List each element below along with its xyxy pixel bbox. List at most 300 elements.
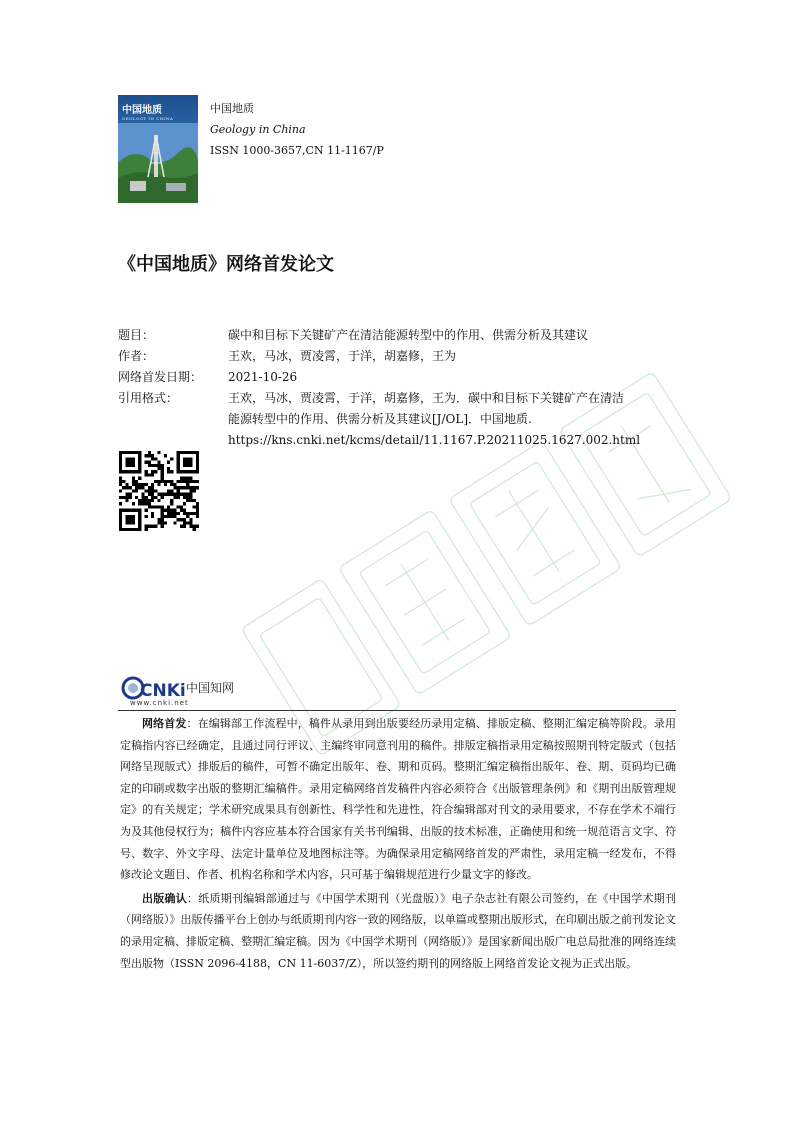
qr-module xyxy=(196,467,199,470)
qr-module xyxy=(145,515,148,518)
qr-module xyxy=(135,489,138,492)
qr-module xyxy=(189,480,192,483)
qr-module xyxy=(193,486,196,489)
qr-module xyxy=(132,464,135,467)
qr-module xyxy=(161,512,164,515)
qr-module xyxy=(129,461,132,464)
qr-module xyxy=(122,470,125,473)
qr-module xyxy=(161,477,164,480)
qr-module xyxy=(193,470,196,473)
qr-module xyxy=(167,467,170,470)
qr-module xyxy=(119,496,122,499)
qr-module xyxy=(164,483,167,486)
qr-module xyxy=(186,464,189,467)
qr-module xyxy=(151,457,154,460)
qr-module xyxy=(167,505,170,508)
qr-module xyxy=(167,493,170,496)
qr-module xyxy=(189,496,192,499)
divider xyxy=(118,710,676,711)
notice-label-confirmation: 出版确认 xyxy=(142,891,187,905)
qr-module xyxy=(183,477,186,480)
qr-module xyxy=(173,483,176,486)
qr-module xyxy=(132,509,135,512)
qr-module xyxy=(173,512,176,515)
qr-module xyxy=(125,470,128,473)
qr-module xyxy=(119,451,122,454)
qr-module xyxy=(196,502,199,505)
qr-module xyxy=(177,493,180,496)
qr-module xyxy=(157,480,160,483)
qr-module xyxy=(119,457,122,460)
qr-module xyxy=(167,470,170,473)
page-title: 《中国地质》网络首发论文 xyxy=(118,254,334,275)
qr-module xyxy=(193,489,196,492)
qr-module xyxy=(161,505,164,508)
qr-module xyxy=(189,512,192,515)
qr-module xyxy=(167,512,170,515)
notice-paragraph-confirmation xyxy=(120,888,676,974)
qr-module xyxy=(183,509,186,512)
qr-module xyxy=(132,461,135,464)
qr-module xyxy=(164,493,167,496)
cite-label: 引用格式： xyxy=(118,391,179,405)
qr-module xyxy=(125,457,128,460)
qr-module xyxy=(161,509,164,512)
qr-module xyxy=(138,521,141,524)
qr-module xyxy=(135,496,138,499)
qr-module xyxy=(193,525,196,528)
qr-module xyxy=(177,464,180,467)
cover-illustration xyxy=(118,123,198,203)
qr-module xyxy=(180,486,183,489)
info-title-row xyxy=(118,325,678,346)
qr-module xyxy=(177,518,180,521)
qr-module xyxy=(145,502,148,505)
qr-module xyxy=(189,499,192,502)
qr-module xyxy=(196,515,199,518)
qr-module xyxy=(119,509,122,512)
qr-module xyxy=(125,461,128,464)
qr-module xyxy=(157,461,160,464)
qr-module xyxy=(196,457,199,460)
qr-module xyxy=(177,486,180,489)
qr-module xyxy=(189,493,192,496)
qr-module xyxy=(161,480,164,483)
qr-module xyxy=(138,461,141,464)
qr-module xyxy=(138,483,141,486)
qr-module xyxy=(196,486,199,489)
qr-module xyxy=(122,496,125,499)
qr-module xyxy=(138,525,141,528)
qr-module xyxy=(189,521,192,524)
qr-module xyxy=(119,502,122,505)
qr-module xyxy=(129,521,132,524)
qr-module xyxy=(183,512,186,515)
qr-module xyxy=(189,489,192,492)
qr-module xyxy=(177,467,180,470)
qr-module xyxy=(138,509,141,512)
qr-module xyxy=(148,464,151,467)
qr-module xyxy=(164,454,167,457)
qr-module xyxy=(135,451,138,454)
qr-module xyxy=(125,451,128,454)
qr-module xyxy=(148,499,151,502)
qr-module xyxy=(141,499,144,502)
qr-module xyxy=(177,451,180,454)
qr-module xyxy=(119,525,122,528)
qr-module xyxy=(129,486,132,489)
qr-module xyxy=(196,470,199,473)
qr-module xyxy=(189,525,192,528)
info-authors-row xyxy=(118,346,678,367)
qr-module xyxy=(186,451,189,454)
qr-module xyxy=(189,470,192,473)
qr-module xyxy=(151,525,154,528)
qr-module xyxy=(167,509,170,512)
qr-module xyxy=(145,470,148,473)
qr-module xyxy=(177,496,180,499)
qr-module xyxy=(196,509,199,512)
journal-name-cn: 中国地质 xyxy=(210,102,254,115)
qr-module xyxy=(177,454,180,457)
qr-module xyxy=(148,454,151,457)
qr-module xyxy=(151,515,154,518)
qr-module xyxy=(177,489,180,492)
qr-module xyxy=(132,477,135,480)
qr-module xyxy=(138,502,141,505)
qr-module xyxy=(145,489,148,492)
citation xyxy=(228,388,678,451)
qr-module xyxy=(183,457,186,460)
qr-module xyxy=(132,470,135,473)
qr-module xyxy=(177,512,180,515)
journal-issn: ISSN 1000-3657,CN 11-1167/P xyxy=(210,144,384,157)
qr-module xyxy=(183,518,186,521)
article-authors: 王欢，马冰，贾凌霄，于洋，胡嘉修，王为 xyxy=(228,349,457,363)
qr-module xyxy=(186,461,189,464)
info-date-row xyxy=(118,367,678,388)
qr-module xyxy=(125,518,128,521)
qr-module xyxy=(151,470,154,473)
qr-module xyxy=(189,518,192,521)
qr-module xyxy=(148,461,151,464)
notice-label-online-first: 网络首发 xyxy=(142,717,187,730)
qr-module xyxy=(189,486,192,489)
cnki-logo-url: www.cnki.net xyxy=(130,699,189,707)
qr-module xyxy=(196,454,199,457)
qr-module xyxy=(157,505,160,508)
qr-module xyxy=(161,467,164,470)
qr-module xyxy=(135,483,138,486)
qr-module xyxy=(125,493,128,496)
qr-module xyxy=(148,489,151,492)
qr-module xyxy=(151,499,154,502)
qr-module xyxy=(180,451,183,454)
qr-module xyxy=(132,521,135,524)
qr-module xyxy=(132,489,135,492)
qr-module xyxy=(157,499,160,502)
qr-module xyxy=(189,451,192,454)
qr-module xyxy=(148,493,151,496)
qr-module xyxy=(129,496,132,499)
qr-module xyxy=(186,470,189,473)
qr-module xyxy=(180,470,183,473)
qr-module xyxy=(129,457,132,460)
qr-module xyxy=(125,496,128,499)
qr-module xyxy=(157,493,160,496)
qr-module xyxy=(151,486,154,489)
qr-module xyxy=(125,509,128,512)
qr-module xyxy=(177,461,180,464)
qr-module xyxy=(151,493,154,496)
qr-module xyxy=(161,515,164,518)
qr-module xyxy=(177,480,180,483)
qr-module xyxy=(138,518,141,521)
qr-module xyxy=(148,473,151,476)
qr-module xyxy=(154,464,157,467)
qr-module xyxy=(151,464,154,467)
citation-line-1: 王欢，马冰，贾凌霄，于洋，胡嘉修，王为．碳中和目标下关键矿产在清洁 xyxy=(228,391,625,405)
qr-module xyxy=(193,499,196,502)
qr-module xyxy=(148,505,151,508)
qr-module xyxy=(161,473,164,476)
qr-module xyxy=(119,483,122,486)
article-info xyxy=(118,325,678,451)
cover-title: 中国地质 xyxy=(122,105,162,116)
qr-module xyxy=(196,464,199,467)
qr-module xyxy=(122,480,125,483)
qr-module xyxy=(161,470,164,473)
publish-date: 2021-10-26 xyxy=(228,370,298,384)
qr-module xyxy=(145,473,148,476)
qr-module xyxy=(132,502,135,505)
qr-module xyxy=(196,461,199,464)
qr-module xyxy=(186,483,189,486)
qr-module xyxy=(119,518,122,521)
qr-module xyxy=(145,496,148,499)
qr-module xyxy=(122,509,125,512)
qr-module xyxy=(183,451,186,454)
qr-module xyxy=(125,464,128,467)
qr-module xyxy=(189,477,192,480)
qr-module xyxy=(180,518,183,521)
qr-module xyxy=(170,493,173,496)
qr-module xyxy=(167,515,170,518)
qr-module xyxy=(161,496,164,499)
qr-module xyxy=(196,480,199,483)
qr-module xyxy=(145,461,148,464)
qr-module xyxy=(138,515,141,518)
qr-module xyxy=(180,493,183,496)
qr-module xyxy=(183,480,186,483)
cnki-logo-cn: 中国知网 xyxy=(186,681,235,695)
qr-module xyxy=(138,470,141,473)
qr-module xyxy=(154,480,157,483)
qr-module xyxy=(138,486,141,489)
qr-module xyxy=(119,470,122,473)
qr-module xyxy=(180,505,183,508)
qr-module xyxy=(125,486,128,489)
qr-module xyxy=(157,483,160,486)
qr-module xyxy=(145,528,148,531)
qr-module xyxy=(132,483,135,486)
qr-module xyxy=(151,512,154,515)
qr-module xyxy=(173,509,176,512)
qr-module xyxy=(141,493,144,496)
qr-module xyxy=(186,499,189,502)
qr-module xyxy=(145,525,148,528)
qr-module xyxy=(129,509,132,512)
qr-code[interactable] xyxy=(119,451,199,531)
notice-text-confirmation: ：纸质期刊编辑部通过与《中国学术期刊（光盘版）》电子杂志社有限公司签约，在《中国学术期刊（网络版）》出版传播平台上创办与纸质期刊内容一致的网络版，以单篇或整期出版形式，在印刷出版之前刊发论文的录用定稿、排版定稿、整期汇编定稿。因为《中国学术期刊（网络版）》是国家新闻出版广电总局批准的网络连续型出版物（ISSN 2096-4188，CN 11-6037/Z），所以签约期刊的网络版上网络首发论文视为正式出版。 xyxy=(120,891,677,970)
qr-module xyxy=(135,528,138,531)
qr-module xyxy=(148,525,151,528)
qr-module xyxy=(154,457,157,460)
qr-module xyxy=(151,489,154,492)
article-title: 碳中和目标下关键矿产在清洁能源转型中的作用、供需分析及其建议 xyxy=(228,328,589,342)
qr-module xyxy=(135,509,138,512)
qr-module xyxy=(186,486,189,489)
qr-module xyxy=(141,486,144,489)
qr-module xyxy=(170,489,173,492)
qr-module xyxy=(154,525,157,528)
qr-module xyxy=(154,470,157,473)
qr-module xyxy=(177,457,180,460)
notice-paragraph-online-first xyxy=(120,713,676,886)
qr-module xyxy=(167,489,170,492)
qr-module xyxy=(173,521,176,524)
qr-module xyxy=(125,528,128,531)
qr-module xyxy=(196,505,199,508)
qr-module xyxy=(173,496,176,499)
qr-module xyxy=(157,451,160,454)
qr-module xyxy=(148,451,151,454)
qr-module xyxy=(157,518,160,521)
qr-module xyxy=(151,483,154,486)
qr-module xyxy=(129,518,132,521)
qr-module xyxy=(129,515,132,518)
qr-module xyxy=(161,518,164,521)
qr-module xyxy=(186,515,189,518)
qr-module xyxy=(145,509,148,512)
qr-module xyxy=(180,477,183,480)
qr-module xyxy=(183,521,186,524)
qr-module xyxy=(189,464,192,467)
qr-module xyxy=(183,461,186,464)
qr-module xyxy=(145,499,148,502)
qr-module xyxy=(154,496,157,499)
qr-module xyxy=(170,457,173,460)
qr-module xyxy=(193,512,196,515)
qr-module xyxy=(161,464,164,467)
qr-module xyxy=(173,493,176,496)
qr-module xyxy=(170,509,173,512)
qr-module xyxy=(186,512,189,515)
notice-text-online-first: ：在编辑部工作流程中，稿件从录用到出版要经历录用定稿、排版定稿、整期汇编定稿等阶段。录用定稿指内容已经确定，且通过同行评议、主编终审同意刊用的稿件。排版定稿指录用定稿按照期刊特定版式（包括网络呈现版式）排版后的稿件，可暂不确定出版年、卷、期和页码。整期汇编定稿指出版年、卷、期、页码均已确定的印刷或数字出版的整期汇编稿件。录用定稿网络首发稿件内容必须符合《出版管理条例》和《期刊出版管理规定》的有关规定；学术研究成果具有创新性、科学性和先进性，符合编辑部对刊文的录用要求，不存在学术不端行为及其他侵权行为；稿件内容应基本符合国家有关书刊编辑、出版的技术标准，正确使用和统一规范语言文字、符号、数字、外文字母、法定计量单位及地图标注等。为确保录用定稿网络首发的严肃性，录用定稿一经发布，不得修改论文题目、作者、机构名称和学术内容，只可基于编辑规范进行少量文字的修改。 xyxy=(120,717,677,882)
qr-module xyxy=(129,528,132,531)
qr-module xyxy=(164,480,167,483)
qr-module xyxy=(170,515,173,518)
qr-module xyxy=(183,496,186,499)
qr-module xyxy=(148,486,151,489)
qr-module xyxy=(129,493,132,496)
qr-module xyxy=(196,451,199,454)
qr-module xyxy=(122,486,125,489)
qr-module xyxy=(180,509,183,512)
qr-module xyxy=(183,464,186,467)
qr-module xyxy=(135,486,138,489)
qr-module xyxy=(183,486,186,489)
info-cite-row xyxy=(118,388,678,451)
qr-module xyxy=(129,464,132,467)
authors-label: 作者： xyxy=(118,349,155,363)
journal-cover xyxy=(118,95,198,203)
qr-module xyxy=(132,518,135,521)
qr-module xyxy=(164,515,167,518)
date-label: 网络首发日期： xyxy=(118,370,203,384)
qr-module xyxy=(154,505,157,508)
qr-module xyxy=(132,457,135,460)
qr-module xyxy=(186,480,189,483)
qr-module xyxy=(186,521,189,524)
qr-module xyxy=(164,509,167,512)
qr-module xyxy=(193,480,196,483)
qr-module xyxy=(161,493,164,496)
cnki-logo-main: CNKi xyxy=(140,681,186,701)
qr-module xyxy=(135,470,138,473)
qr-module xyxy=(193,528,196,531)
qr-module xyxy=(170,499,173,502)
qr-module xyxy=(189,457,192,460)
qr-module xyxy=(183,470,186,473)
qr-module xyxy=(129,470,132,473)
qr-module xyxy=(180,480,183,483)
qr-module xyxy=(193,451,196,454)
qr-module xyxy=(151,505,154,508)
qr-module xyxy=(161,521,164,524)
qr-module xyxy=(132,528,135,531)
title-label: 题目： xyxy=(118,328,155,342)
qr-module xyxy=(173,515,176,518)
qr-module xyxy=(170,483,173,486)
qr-module xyxy=(129,451,132,454)
qr-module xyxy=(193,505,196,508)
qr-module xyxy=(138,457,141,460)
qr-module xyxy=(119,515,122,518)
qr-module xyxy=(157,464,160,467)
qr-module xyxy=(186,496,189,499)
qr-module xyxy=(189,461,192,464)
qr-module xyxy=(161,525,164,528)
qr-module xyxy=(125,499,128,502)
qr-module xyxy=(151,473,154,476)
publication-notice xyxy=(120,713,676,976)
qr-module xyxy=(167,461,170,464)
qr-module xyxy=(125,483,128,486)
qr-module xyxy=(157,467,160,470)
qr-module xyxy=(164,521,167,524)
qr-module xyxy=(119,454,122,457)
qr-module xyxy=(132,451,135,454)
qr-module xyxy=(177,470,180,473)
qr-module xyxy=(125,515,128,518)
journal-meta xyxy=(210,98,384,161)
qr-module xyxy=(151,454,154,457)
citation-url[interactable]: https://kns.cnki.net/kcms/detail/11.1167.P.20211025.1627.002.html xyxy=(228,433,641,447)
qr-module xyxy=(138,499,141,502)
qr-module xyxy=(196,512,199,515)
qr-module xyxy=(145,483,148,486)
